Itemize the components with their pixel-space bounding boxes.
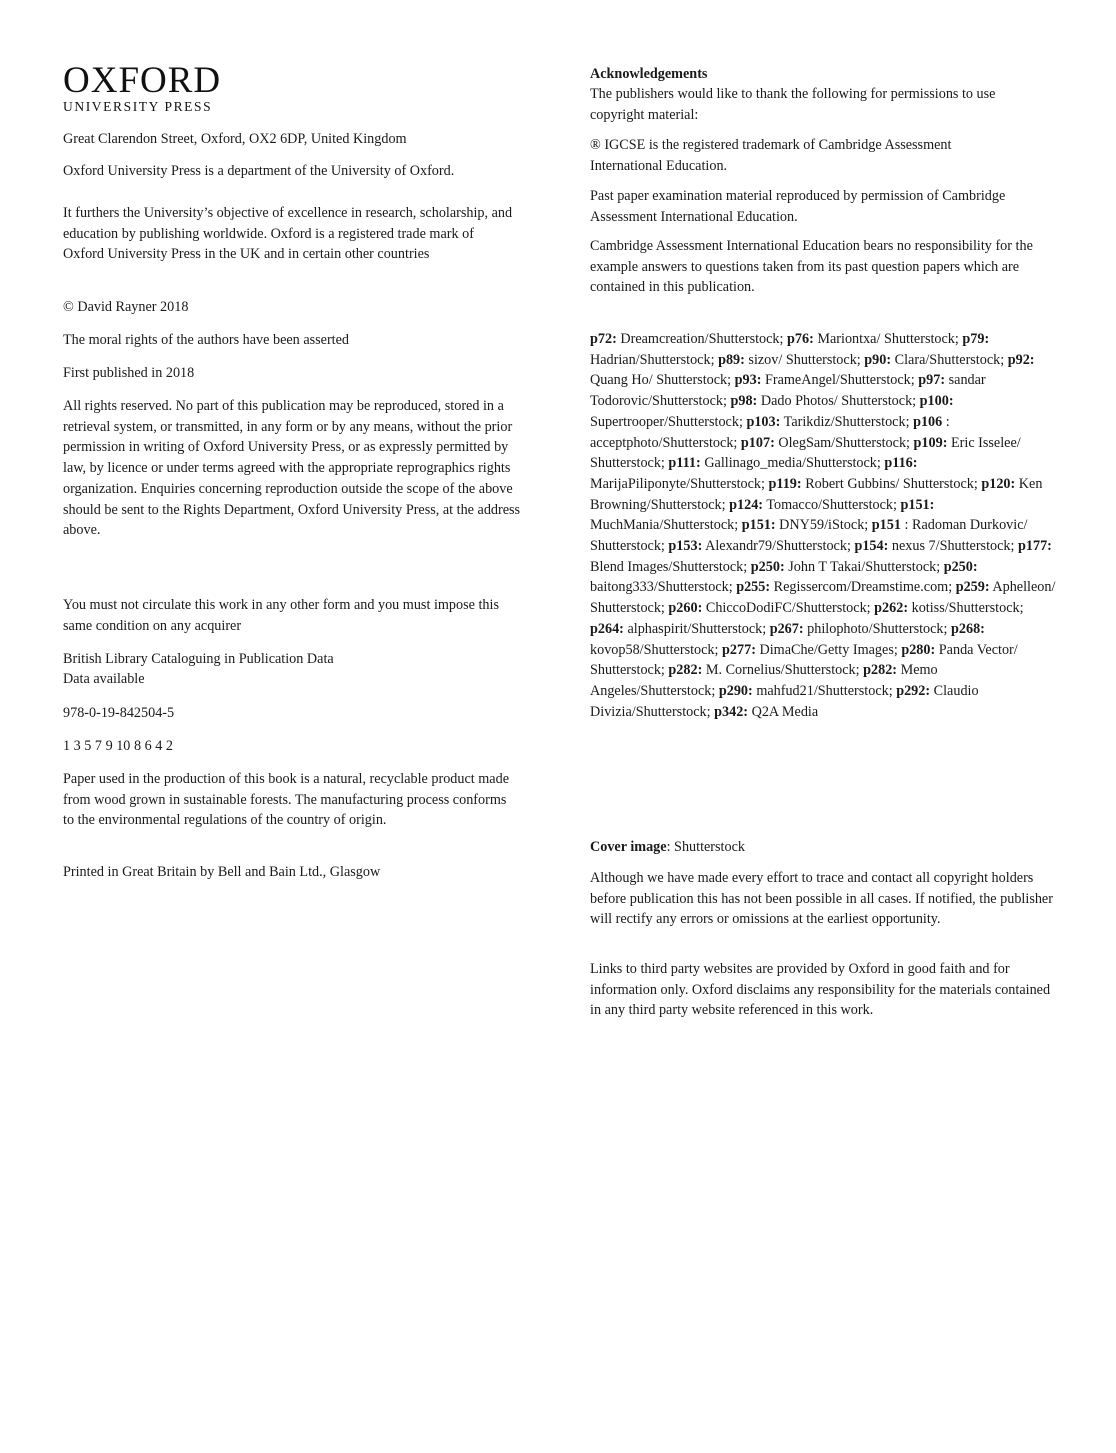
circulation-notice: You must not circulate this work in any other form and you must impose this same condition on any acquirer: [63, 597, 499, 634]
credit-item: [590, 621, 766, 637]
credit-source: Ken Browning/Shutterstock;: [590, 475, 1043, 513]
credit-source: Dado Photos/ Shutterstock;: [760, 393, 917, 410]
credit-page: p250:: [943, 558, 978, 575]
credit-page: p93:: [734, 372, 762, 389]
department-statement: Oxford University Press is a department of the University of Oxford.: [63, 163, 455, 179]
credit-item: [668, 600, 870, 616]
credit-page: p124:: [729, 496, 764, 513]
credit-source: Robert Gubbins/ Shutterstock;: [805, 475, 978, 492]
credit-page: p264:: [590, 620, 624, 637]
credit-source: DimaChe/Getty Images;: [759, 641, 898, 658]
credit-page: p280:: [901, 641, 936, 658]
credit-item: [719, 683, 893, 699]
print-line: 1 3 5 7 9 10 8 6 4 2: [63, 738, 173, 754]
credit-page: p76:: [787, 331, 814, 347]
first-published: First published in 2018: [63, 365, 195, 381]
credit-page: p151: [871, 517, 901, 534]
credit-page: p98:: [730, 393, 758, 410]
credit-item: [722, 642, 898, 658]
printed-by: Printed in Great Britain by Bell and Bain Ltd., Glasgow: [63, 864, 381, 880]
credit-page: p260:: [668, 600, 703, 617]
credit-source: Hadrian/Shutterstock;: [590, 351, 715, 368]
past-paper-permission: Past paper examination material reproduced by permission of Cambridge Assessment International Education.: [590, 188, 1006, 225]
credit-source: sandar Todorovic/Shutterstock;: [590, 372, 986, 410]
moral-rights: The moral rights of the authors have been asserted: [63, 332, 350, 348]
credit-page: p109:: [913, 434, 948, 451]
credit-page: p250:: [750, 558, 785, 575]
credit-item: [787, 331, 959, 347]
acknowledgements-heading: Acknowledgements: [590, 66, 708, 82]
credit-item: [718, 352, 861, 368]
credit-page: p277:: [722, 641, 756, 658]
credit-item: [714, 704, 818, 720]
credit-page: p90:: [864, 351, 892, 368]
isbn: 978-0-19-842504-5: [63, 705, 175, 721]
credit-item: [854, 538, 1014, 554]
credit-page: p89:: [718, 351, 745, 368]
credit-source: Tarikdiz/Shutterstock;: [783, 413, 910, 430]
credit-item: [729, 497, 897, 513]
photo-credits: [590, 329, 1060, 722]
credit-page: p97:: [918, 372, 946, 389]
credit-item: [735, 372, 915, 388]
credit-page: p100:: [919, 393, 954, 410]
credit-page: p120:: [981, 475, 1016, 492]
mission-statement: It furthers the University’s objective of excellence in research, scholarship, and education by publishing worldwide. Oxford is a registered trade mark of Oxford University Press in the UK and in certain other countries: [63, 205, 513, 263]
credit-page: p268:: [951, 620, 985, 637]
paper-statement: Paper used in the production of this book is a natural, recyclable product made from wood grown in sustainable forests. The manufacturing process conforms to the environmental regulations of the country of origin.: [63, 771, 509, 829]
credit-source: Regissercom/Dreamstime.com;: [773, 579, 953, 596]
credit-page: p290:: [718, 682, 753, 699]
igcse-trademark: ® IGCSE is the registered trademark of Cambridge Assessment International Education.: [590, 137, 952, 174]
acknowledgements-intro: The publishers would like to thank the following for permissions to use copyright material:: [590, 86, 996, 123]
credit-source: sizov/ Shutterstock;: [748, 351, 861, 368]
credit-source: kovop58/Shutterstock;: [590, 641, 719, 658]
credit-source: nexus 7/Shutterstock;: [891, 538, 1015, 555]
credit-page: p259:: [955, 579, 990, 596]
oxford-logo: [63, 60, 222, 115]
credit-page: p262:: [874, 600, 909, 617]
credit-page: p116:: [884, 455, 918, 472]
credit-item: [769, 476, 978, 492]
credit-item: [590, 331, 783, 347]
credit-page: p153:: [668, 538, 703, 555]
cataloguing-line2: Data available: [63, 671, 145, 687]
credit-source: Blend Images/Shutterstock;: [590, 558, 748, 575]
credit-item: [742, 517, 869, 533]
credit-source: Aphelleon/ Shutterstock;: [590, 579, 1056, 617]
credit-item: [864, 352, 1004, 368]
credit-source: OlegSam/Shutterstock;: [778, 434, 910, 451]
credit-page: p177:: [1018, 538, 1052, 555]
credit-page: p79:: [962, 331, 990, 347]
credit-item: [668, 455, 880, 471]
credit-page: p151:: [741, 517, 776, 534]
address: Great Clarendon Street, Oxford, OX2 6DP, United Kingdom: [63, 131, 407, 147]
cover-image-label: Cover image: [590, 839, 667, 855]
credit-page: p111:: [668, 455, 701, 472]
credit-source: Claudio Divizia/Shutterstock;: [590, 682, 979, 720]
credit-source: DNY59/iStock;: [779, 517, 869, 534]
credit-source: alphaspirit/Shutterstock;: [627, 620, 767, 637]
credit-source: Tomacco/Shutterstock;: [766, 496, 897, 513]
credit-item: [746, 414, 909, 430]
logo-wordmark: OXFORD: [63, 60, 222, 101]
rights-reserved: All rights reserved. No part of this publication may be reproduced, stored in a retrieval system, or transmitted, in any form or by any means, without the prior permission in writing of Oxford University Press, or as expressly permitted by law, by licence or under terms agreed with the appropriate reprographics rights organization. Enquiries concerning reproduction outside the scope of the above should be sent to the Rights Department, Oxford University Press, at the address above.: [63, 398, 521, 539]
credit-item: [751, 559, 940, 575]
credit-source: Dreamcreation/Shutterstock;: [620, 331, 784, 347]
credit-source: Clara/Shutterstock;: [894, 351, 1005, 368]
credit-item: [730, 393, 916, 409]
logo-subtitle: UNIVERSITY PRESS: [63, 99, 213, 114]
credit-source: kotiss/Shutterstock;: [911, 600, 1024, 617]
credit-page: p154:: [854, 538, 889, 555]
credit-source: Quang Ho/ Shutterstock;: [590, 372, 732, 389]
cover-image-credit: [590, 837, 1060, 858]
credit-page: p119:: [768, 475, 802, 492]
credit-item: [874, 600, 1023, 616]
credit-source: Panda Vector/ Shutterstock;: [590, 641, 1018, 679]
credit-source: Q2A Media: [751, 703, 819, 720]
cataloguing-line1: British Library Cataloguing in Publication Data: [63, 651, 334, 667]
responsibility-statement: Cambridge Assessment International Education bears no responsibility for the example answers to questions taken from its past question papers which are contained in this publication.: [590, 238, 1033, 296]
credit-source: Mariontxa/ Shutterstock;: [817, 331, 959, 347]
third-party-links-statement: Links to third party websites are provided by Oxford in good faith and for information only. Oxford disclaims any responsibility for the materials contained in any third party website referenced in this work.: [590, 961, 1051, 1019]
copyright-line: © David Rayner 2018: [63, 299, 189, 315]
credit-source: Alexandr79/Shutterstock;: [705, 538, 851, 555]
credit-page: p267:: [769, 620, 804, 637]
credit-source: Memo Angeles/Shutterstock;: [590, 662, 938, 699]
credit-source: John T Takai/Shutterstock;: [788, 558, 941, 575]
credit-source: Gallinago_media/Shutterstock;: [704, 455, 881, 472]
credit-page: p342:: [714, 703, 749, 720]
credit-source: Eric Isselee/ Shutterstock;: [590, 434, 1021, 472]
credit-source: : Radoman Durkovic/ Shutterstock;: [590, 517, 1028, 555]
credit-source: : acceptphoto/Shutterstock;: [590, 413, 950, 451]
credit-source: MuchMania/Shutterstock;: [590, 517, 739, 534]
credit-page: p282:: [863, 662, 898, 679]
credit-source: MarijaPiliponyte/Shutterstock;: [590, 475, 765, 492]
credit-source: mahfud21/Shutterstock;: [756, 682, 893, 699]
credit-page: p72:: [590, 331, 617, 347]
credit-page: p282:: [668, 662, 703, 679]
credit-item: [668, 538, 850, 554]
credit-source: philophoto/Shutterstock;: [807, 620, 948, 637]
credit-page: p151:: [900, 496, 935, 513]
cover-image-value: : Shutterstock: [666, 839, 745, 855]
credit-source: Supertrooper/Shutterstock;: [590, 413, 743, 430]
credit-source: FrameAngel/Shutterstock;: [764, 372, 915, 389]
credit-page: p292:: [896, 682, 931, 699]
credit-item: [770, 621, 948, 637]
credit-page: p255:: [736, 579, 771, 596]
credit-item: [668, 662, 859, 678]
credit-source: M. Cornelius/Shutterstock;: [705, 662, 860, 679]
credit-item: [741, 435, 910, 451]
credit-source: baitong333/Shutterstock;: [590, 579, 733, 596]
credit-page: p103:: [746, 413, 781, 430]
credit-page: p106: [913, 413, 943, 430]
credit-item: [736, 579, 952, 595]
credit-source: ChiccoDodiFC/Shutterstock;: [705, 600, 871, 617]
trace-statement: Although we have made every effort to trace and contact all copyright holders before publication this has not been possible in all cases. If notified, the publisher will rectify any errors or omissions at the earliest opportunity.: [590, 870, 1053, 928]
credit-page: p107:: [740, 434, 775, 451]
credit-page: p92:: [1007, 351, 1035, 368]
